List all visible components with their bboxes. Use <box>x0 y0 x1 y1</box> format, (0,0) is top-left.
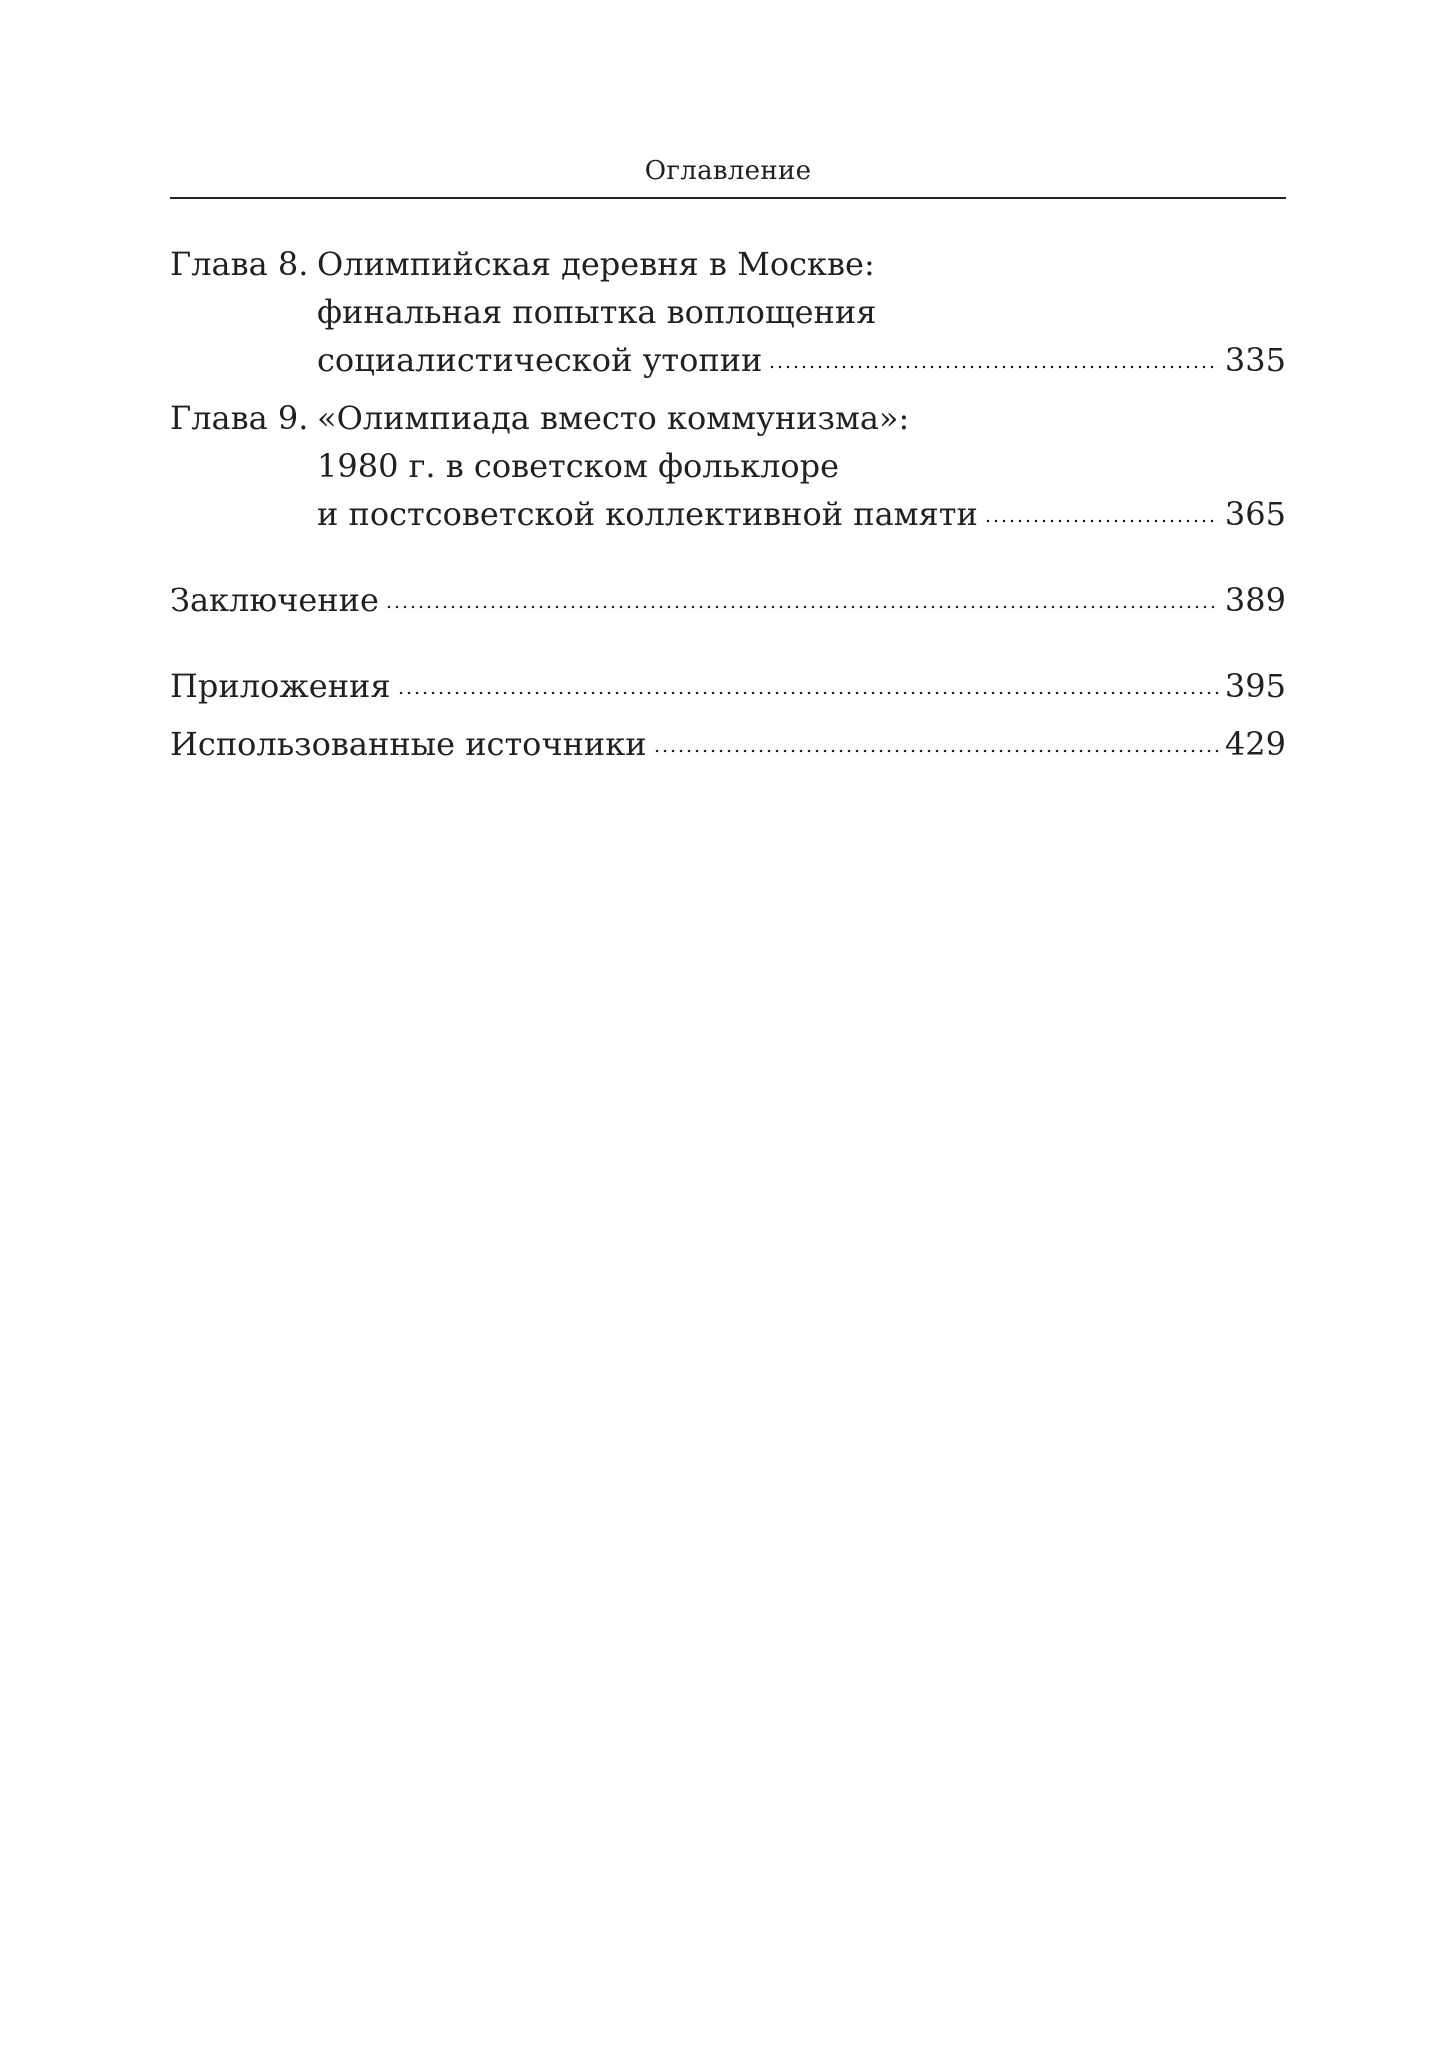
toc-entry-sources[interactable] <box>170 720 1286 768</box>
table-of-contents <box>170 240 1286 768</box>
toc-entry-chapter-9[interactable] <box>170 394 1286 538</box>
toc-entry-chapter-8[interactable] <box>170 240 1286 384</box>
section-title: Приложения <box>170 667 391 705</box>
running-head-title: Оглавление <box>644 156 812 186</box>
section-title: Использованные источники <box>170 725 647 763</box>
toc-entry-appendices[interactable] <box>170 662 1286 710</box>
chapter-label: Глава 9. <box>170 399 309 437</box>
page-number: 335 <box>1224 341 1286 379</box>
chapter-title-line: Олимпийская деревня в Москве: <box>317 245 875 283</box>
page-number: 395 <box>1224 667 1286 705</box>
section-title: Заключение <box>170 581 379 619</box>
chapter-title-last-line <box>317 336 1286 384</box>
dot-leader <box>984 499 1219 525</box>
page-number: 365 <box>1224 495 1286 533</box>
header-rule <box>170 197 1286 199</box>
dot-leader <box>385 585 1219 611</box>
chapter-title-block <box>317 394 1286 538</box>
toc-entry-conclusion[interactable] <box>170 576 1286 624</box>
chapter-title-line: финальная попытка воплощения <box>317 293 877 331</box>
dot-leader <box>768 345 1219 371</box>
chapter-title-block <box>317 240 1286 384</box>
page-number: 429 <box>1224 725 1286 763</box>
page-number: 389 <box>1224 581 1286 619</box>
chapter-title-line: и постсоветской коллективной памяти <box>317 495 978 533</box>
chapter-title-line: «Олимпиада вместо коммунизма»: <box>317 399 910 437</box>
dot-leader <box>397 671 1219 697</box>
chapter-label: Глава 8. <box>170 245 309 283</box>
chapter-title-line: 1980 г. в советском фольклоре <box>317 447 840 485</box>
dot-leader <box>653 729 1219 755</box>
chapter-title-last-line <box>317 490 1286 538</box>
chapter-title-line: социалистической утопии <box>317 341 763 379</box>
